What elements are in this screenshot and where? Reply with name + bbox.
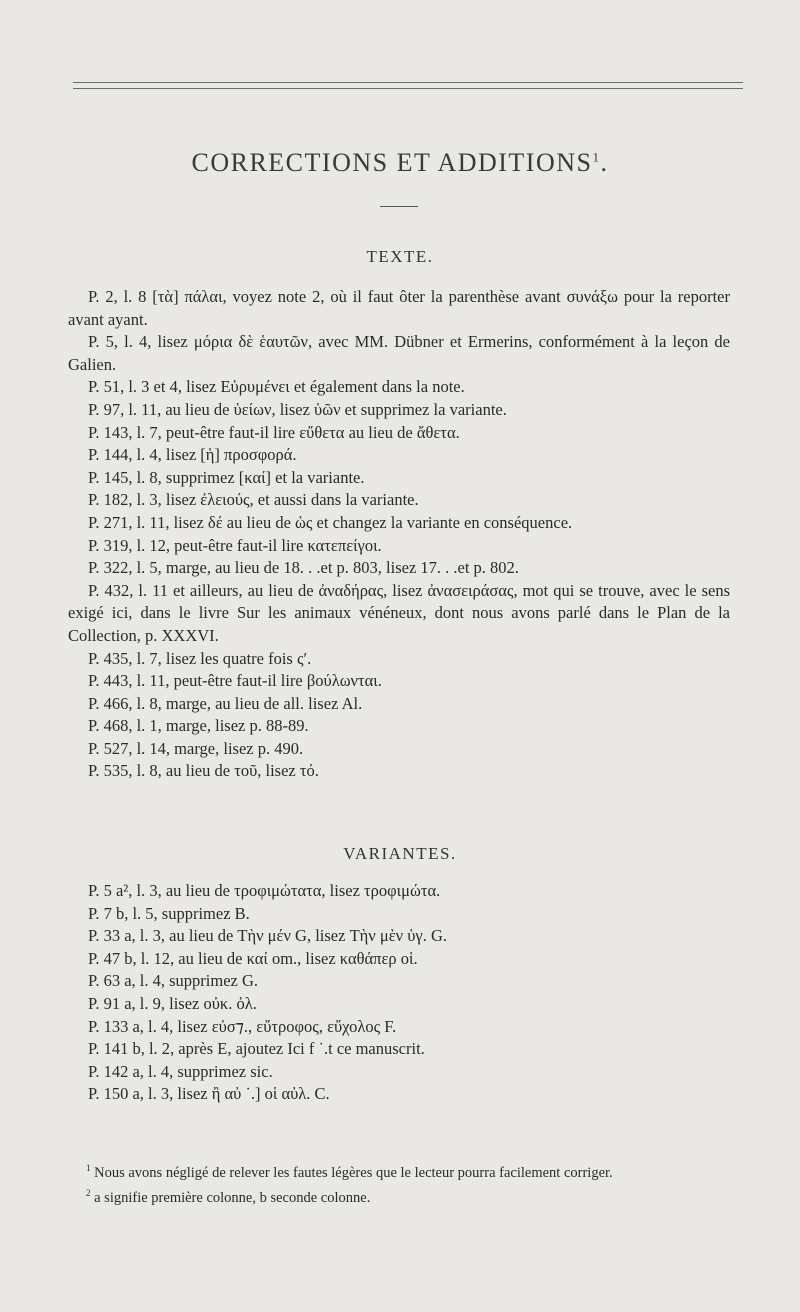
list-item: P. 63 a, l. 4, supprimez G.: [88, 971, 259, 991]
list-item: P. 322, l. 5, marge, au lieu de 18. . .et p. 803, lisez 17. . .et p. 802.: [88, 558, 519, 578]
list-item: P. 182, l. 3, lisez ἐλειούς, et aussi dans la variante.: [88, 490, 419, 510]
footnote-text: a signifie première colonne, b seconde colonne.: [94, 1189, 371, 1206]
list-item: P. 47 b, l. 12, au lieu de καί om., lisez καθάπερ οἱ.: [88, 948, 418, 968]
section-heading-texte: TEXTE.: [366, 247, 434, 266]
list-item: P. 97, l. 11, au lieu de ὑείων, lisez ὑῶν et supprimez la variante.: [88, 399, 507, 419]
list-item: P. 5, l. 4, lisez μόρια δὲ ἑαυτῶν, avec MM. Dübner et Ermerins, conformément à la leçon de Galien.: [68, 332, 730, 374]
footnote-marker: 1: [86, 1163, 91, 1173]
list-item: P. 468, l. 1, marge, lisez p. 88-89.: [88, 716, 309, 736]
variantes-entries: [68, 880, 730, 1106]
list-item: P. 144, l. 4, lisez [ἡ] προσφορά.: [88, 445, 297, 465]
footnote-2: [68, 1183, 730, 1208]
list-item: P. 435, l. 7, lisez les quatre fois ς′.: [88, 648, 312, 668]
footnotes: [68, 1158, 730, 1208]
list-item: P. 271, l. 11, lisez δέ au lieu de ὡς et changez la variante en conséquence.: [88, 512, 573, 532]
texte-entries: [68, 286, 730, 783]
title-underline: [380, 206, 418, 207]
list-item: P. 145, l. 8, supprimez [καί] et la variante.: [88, 467, 365, 487]
list-item: P. 5 a², l. 3, au lieu de τροφιμώτατα, lisez τροφιμώτα.: [88, 881, 441, 900]
list-item: P. 535, l. 8, au lieu de τοῦ, lisez τό.: [88, 761, 319, 781]
footnote-1: [68, 1158, 730, 1183]
title-note-marker: 1: [592, 149, 601, 165]
page-title-text: CORRECTIONS ET ADDITIONS: [191, 148, 593, 177]
section-heading-variantes: VARIANTES.: [343, 844, 457, 863]
list-item: P. 133 a, l. 4, lisez εὐσ⁊., εὔτροφος, εὔχολος F.: [88, 1016, 397, 1036]
list-item: P. 2, l. 8 [τὰ] πάλαι, voyez note 2, où il faut ôter la parenthèse avant συνάξω pour la reporter avant ayant.: [68, 287, 730, 329]
list-item: P. 432, l. 11 et ailleurs, au lieu de ἀναδήρας, lisez ἀνασειράσας, mot qui se trouve, avec le sens exigé ici, dans le livre Sur les animaux vénéneux, dont nous avons parlé dans le Plan de la Collection, p. XXXVI.: [68, 580, 730, 645]
list-item: P. 7 b, l. 5, supprimez B.: [88, 903, 250, 923]
list-item: P. 91 a, l. 9, lisez οὐκ. ὀλ.: [88, 993, 257, 1013]
list-item: P. 527, l. 14, marge, lisez p. 490.: [88, 738, 304, 758]
list-item: P. 141 b, l. 2, après E, ajoutez Ici f ˙.t ce manuscrit.: [88, 1039, 425, 1059]
list-item: P. 142 a, l. 4, supprimez sic.: [88, 1061, 273, 1081]
footnote-marker: 2: [86, 1187, 91, 1198]
list-item: P. 443, l. 11, peut-être faut-il lire βούλωνται.: [88, 671, 382, 691]
footnote-text: Nous avons négligé de relever les fautes légères que le lecteur pourra facilement corriger.: [94, 1164, 613, 1181]
list-item: P. 319, l. 12, peut-être faut-il lire κατεπείγοι.: [88, 535, 382, 555]
list-item: P. 466, l. 8, marge, au lieu de all. lisez Al.: [88, 693, 363, 713]
list-item: P. 51, l. 3 et 4, lisez Εὐρυμένει et également dans la note.: [88, 377, 465, 397]
list-item: P. 150 a, l. 3, lisez ἢ αὐ ˙.] οἱ αὐλ. C.: [88, 1084, 330, 1104]
page-title: CORRECTIONS ET ADDITIONS$^1$.: [191, 148, 609, 177]
top-double-rule: [73, 82, 743, 89]
list-item: P. 33 a, l. 3, au lieu de Τὴν μέν G, lisez Τὴν μὲν ὑγ. G.: [88, 926, 447, 946]
list-item: P. 143, l. 7, peut-être faut-il lire εὔθετα au lieu de ἄθετα.: [88, 422, 460, 442]
